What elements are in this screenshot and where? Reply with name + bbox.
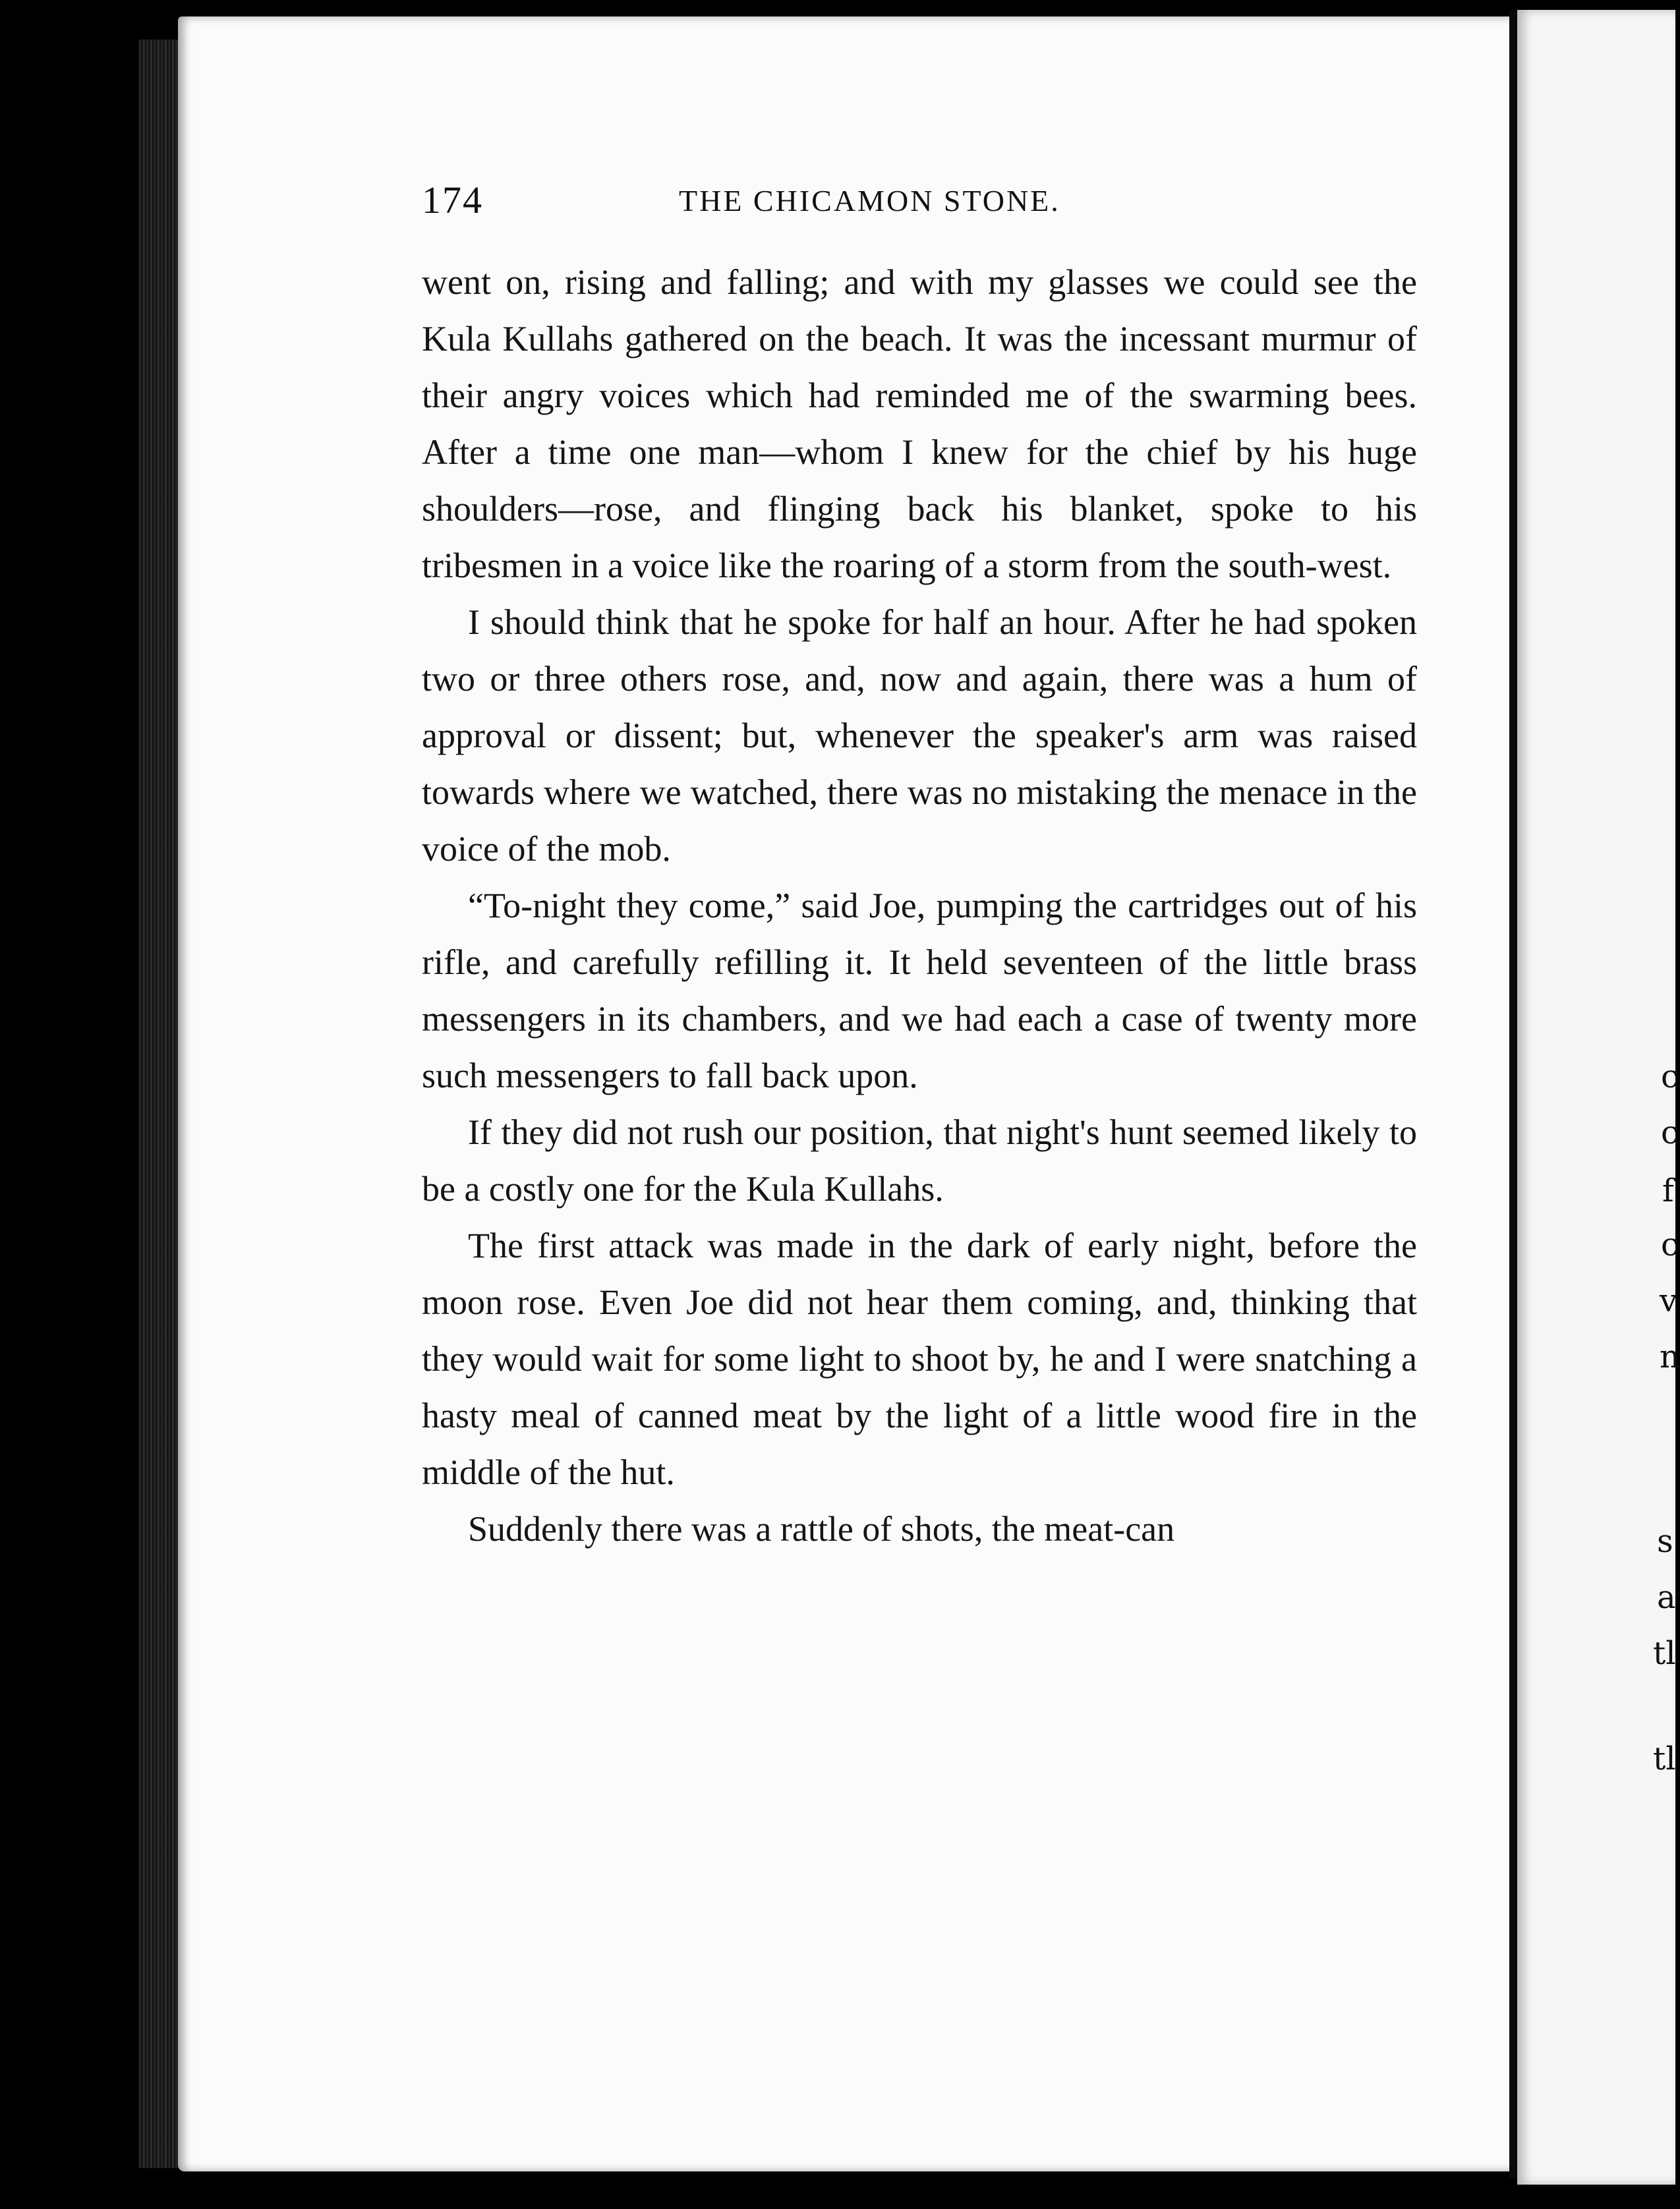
facing-page-letter: v: [1660, 1282, 1678, 1319]
paragraph: I should think that he spoke for half an hour. After he had spoken two or three others rose, and, now and again, there was a hum of approval or dissent; but, whenever the speaker's arm was raised towards where we watched, there was no mistaking the menace in the voice of the mob.: [422, 602, 1417, 869]
facing-page-letter: c: [1661, 1114, 1679, 1151]
facing-page-letter: s: [1657, 1523, 1673, 1560]
facing-page-letter: c: [1661, 1226, 1679, 1263]
facing-page-letter: n: [1660, 1338, 1680, 1375]
facing-page-letter: tl: [1653, 1740, 1676, 1777]
page-number: 174: [422, 179, 483, 221]
book-gutter: [1509, 10, 1517, 2178]
body-text: [422, 254, 1417, 1557]
running-head: THE CHICAMON STONE.: [679, 184, 1060, 217]
facing-page-letter: c: [1661, 1058, 1679, 1095]
paragraph: Suddenly there was a rattle of shots, the meat-can: [468, 1509, 1175, 1549]
paragraph: “To-night they come,” said Joe, pumping the cartridges out of his rifle, and carefully refilling it. It held seventeen of the little brass messengers in its chambers, and we had each a case of twenty more such messengers to fall back upon.: [422, 886, 1417, 1095]
facing-page-letter: f: [1662, 1172, 1674, 1209]
facing-page-letter: tl: [1653, 1635, 1676, 1672]
page-header: [422, 178, 1410, 224]
paragraph: The first attack was made in the dark of early night, before the moon rose. Even Joe did not hear them coming, and, thinking that they would wait for some light to shoot by, he and I were snatching a hasty meal of canned meat by the light of a little wood fire in the middle of the hut.: [422, 1226, 1417, 1492]
facing-page-letter: a: [1657, 1579, 1676, 1616]
paragraph: If they did not rush our position, that night's hunt seemed likely to be a costly one for the Kula Kullahs.: [422, 1112, 1417, 1209]
facing-page-edge: [1517, 10, 1680, 2185]
paragraph: went on, rising and falling; and with my glasses we could see the Kula Kullahs gathered on the beach. It was the incessant murmur of their angry voices which had reminded me of the swarming bees. After a time one man—whom I knew for the chief by his huge shoulders—rose, and flinging back his blanket, spoke to his tribesmen in a voice like the roaring of a storm from the south-west.: [422, 262, 1417, 585]
